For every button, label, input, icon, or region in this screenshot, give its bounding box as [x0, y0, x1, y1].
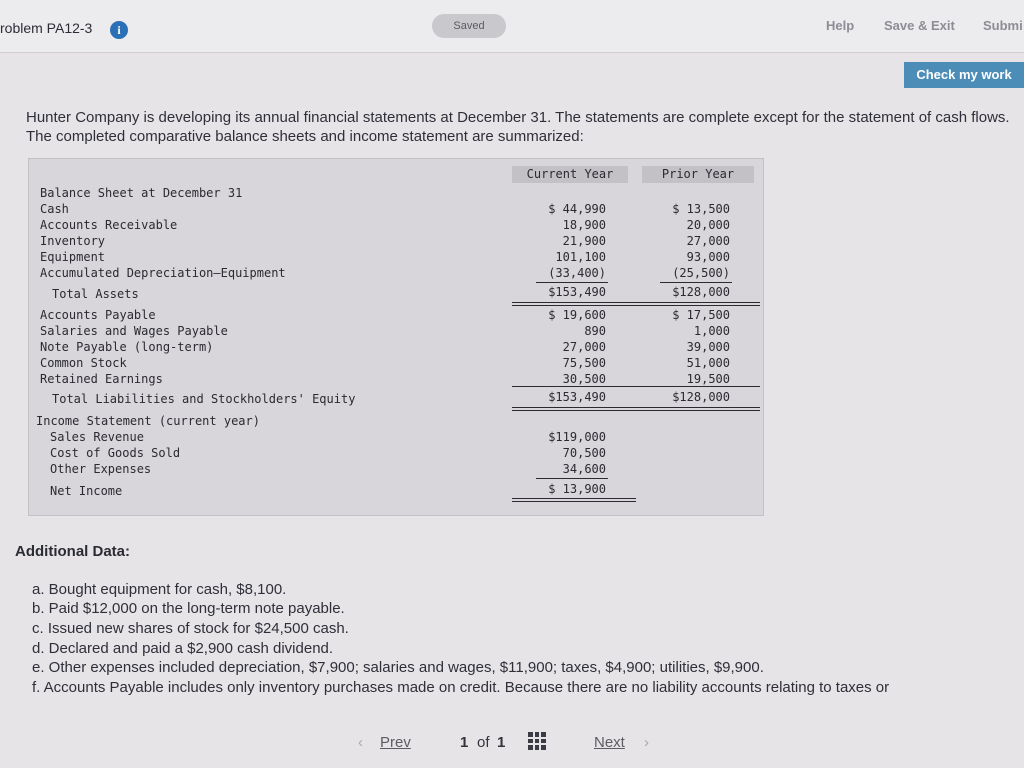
total-liabilities-equity-prior: $128,000 [672, 390, 730, 404]
total-double-rule [512, 407, 760, 408]
column-header-prior: Prior Year [642, 166, 754, 183]
row-label-accounts-receivable: Accounts Receivable [40, 218, 178, 232]
sales-revenue-current: $119,000 [548, 430, 606, 444]
total-double-rule [512, 410, 760, 411]
total-double-rule [512, 305, 760, 306]
additional-item: b. Paid $12,000 on the long-term note payable. [32, 600, 345, 617]
prev-button[interactable]: Prev [380, 734, 411, 751]
accounts-payable-prior: $ 17,500 [672, 308, 730, 322]
saved-status-badge: Saved [432, 14, 506, 38]
note-payable-prior: 39,000 [686, 340, 730, 354]
salaries-payable-current: 890 [584, 324, 606, 338]
accumulated-depreciation-current: (33,400) [548, 266, 606, 280]
total-double-rule [512, 501, 636, 502]
chevron-left-icon[interactable]: ‹ [358, 734, 363, 751]
accounts-receivable-prior: 20,000 [686, 218, 730, 232]
info-icon[interactable]: i [110, 21, 128, 39]
problem-intro: Hunter Company is developing its annual financial statements at December 31. The statements are complete except for the statement of cash flows. The completed comparative balance sheets and income statement are summarized: [26, 109, 1010, 145]
row-label-cost-of-goods-sold: Cost of Goods Sold [50, 446, 181, 460]
total-double-rule [512, 302, 760, 303]
subtotal-rule-prior [660, 282, 732, 283]
retained-earnings-current: 30,500 [562, 372, 606, 386]
common-stock-prior: 51,000 [686, 356, 730, 370]
total-assets-prior: $128,000 [672, 285, 730, 299]
top-bar [0, 0, 1024, 53]
net-income-current: $ 13,900 [548, 482, 606, 496]
current-page: 1 [460, 734, 469, 751]
check-my-work-button[interactable]: Check my work [904, 62, 1024, 88]
help-link[interactable]: Help [826, 18, 855, 33]
balance-sheet-heading: Balance Sheet at December 31 [40, 186, 243, 200]
row-label-note-payable: Note Payable (long-term) [40, 340, 214, 354]
grid-icon[interactable] [528, 732, 546, 750]
income-statement-heading: Income Statement (current year) [36, 414, 260, 428]
additional-item: f. Accounts Payable includes only inventory purchases made on credit. Because there are no liability accounts relating to taxes or [32, 679, 890, 696]
note-payable-current: 27,000 [562, 340, 606, 354]
page-of-label: of [477, 734, 490, 751]
row-label-retained-earnings: Retained Earnings [40, 372, 163, 386]
total-liabilities-equity-current: $153,490 [548, 390, 606, 404]
accounts-receivable-current: 18,900 [562, 218, 606, 232]
total-assets-current: $153,490 [548, 285, 606, 299]
salaries-payable-prior: 1,000 [693, 324, 730, 338]
other-expenses-current: 34,600 [562, 462, 606, 476]
row-label-common-stock: Common Stock [40, 356, 127, 370]
additional-data-heading: Additional Data: [15, 543, 130, 560]
row-label-equipment: Equipment [40, 250, 106, 264]
pager-bar [0, 720, 1024, 768]
cost-of-goods-sold-current: 70,500 [562, 446, 606, 460]
row-label-sales-revenue: Sales Revenue [50, 430, 144, 444]
subtotal-rule-current [536, 282, 608, 283]
total-pages: 1 [497, 734, 506, 751]
additional-item: a. Bought equipment for cash, $8,100. [32, 581, 287, 598]
accumulated-depreciation-prior: (25,500) [672, 266, 730, 280]
accounts-payable-current: $ 19,600 [548, 308, 606, 322]
retained-earnings-prior: 19,500 [686, 372, 730, 386]
problem-title: roblem PA12-3 [0, 20, 93, 36]
common-stock-current: 75,500 [562, 356, 606, 370]
additional-item: d. Declared and paid a $2,900 cash dividend. [32, 640, 334, 657]
row-label-total-liabilities-equity: Total Liabilities and Stockholders' Equity [52, 392, 356, 406]
next-button[interactable]: Next [594, 734, 625, 751]
submit-link[interactable]: Submi [983, 18, 1023, 33]
inventory-current: 21,900 [562, 234, 606, 248]
subtotal-rule [536, 478, 608, 479]
chevron-right-icon[interactable]: › [644, 734, 649, 751]
equipment-current: 101,100 [555, 250, 606, 264]
cash-current: $ 44,990 [548, 202, 606, 216]
subtotal-rule [512, 386, 760, 387]
additional-item: c. Issued new shares of stock for $24,500 cash. [32, 620, 349, 637]
row-label-salaries-payable: Salaries and Wages Payable [40, 324, 228, 338]
row-label-inventory: Inventory [40, 234, 106, 248]
row-label-accumulated-depreciation: Accumulated Depreciation—Equipment [40, 266, 286, 280]
row-label-total-assets: Total Assets [52, 287, 139, 301]
inventory-prior: 27,000 [686, 234, 730, 248]
additional-item: e. Other expenses included depreciation, $7,900; salaries and wages, $11,900; taxes, $4,900; utilities, $9,900. [32, 659, 764, 676]
save-exit-link[interactable]: Save & Exit [884, 18, 955, 33]
cash-prior: $ 13,500 [672, 202, 730, 216]
row-label-net-income: Net Income [50, 484, 123, 498]
row-label-cash: Cash [40, 202, 69, 216]
column-header-current: Current Year [512, 166, 628, 183]
equipment-prior: 93,000 [686, 250, 730, 264]
total-double-rule [512, 498, 636, 499]
row-label-other-expenses: Other Expenses [50, 462, 152, 476]
row-label-accounts-payable: Accounts Payable [40, 308, 156, 322]
